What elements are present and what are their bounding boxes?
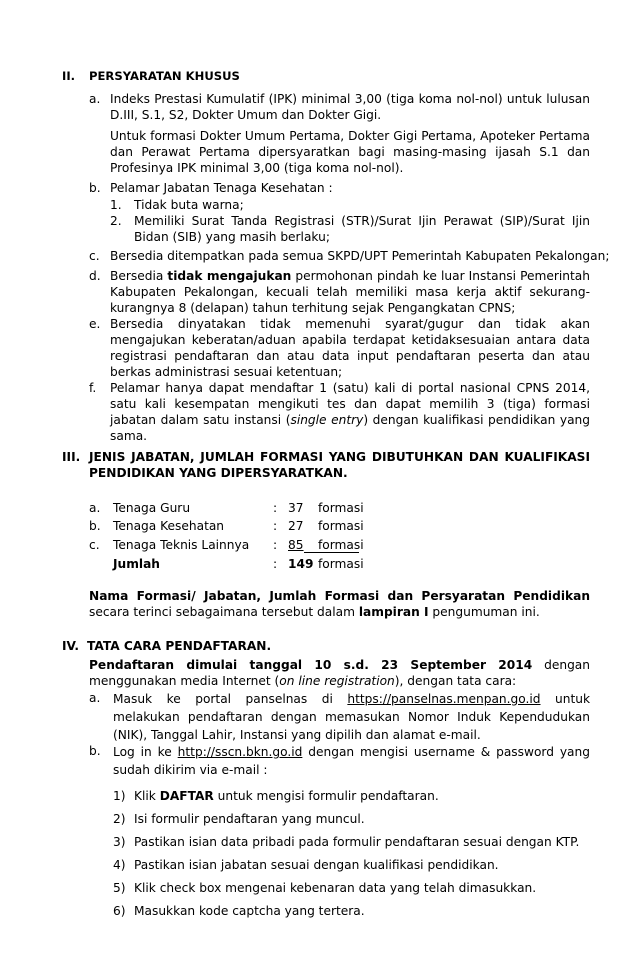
step-3-text: Pastikan isian data pribadi pada formulir pendaftaran sesuai dengan KTP. bbox=[134, 835, 580, 849]
row-a-unit: formasi bbox=[318, 501, 364, 515]
row-c-label: Tenaga Teknis Lainnya bbox=[113, 538, 250, 552]
row-a-marker: a. bbox=[89, 501, 101, 515]
section-iv-title: TATA CARA PENDAFTARAN. bbox=[87, 639, 272, 653]
row-a-colon: : bbox=[273, 501, 278, 515]
item-b1-marker: 1. bbox=[110, 198, 122, 212]
iv-b-marker: b. bbox=[89, 744, 101, 758]
row-b-marker: b. bbox=[89, 519, 101, 533]
item-b2-text: Memiliki Surat Tanda Registrasi (STR)/Surat Ijin Perawat (SIP)/Surat Ijin Bidan (SIB) yang masih berlaku; bbox=[134, 214, 590, 244]
row-c-unit: formasi bbox=[318, 538, 364, 552]
section-ii-number: II. bbox=[62, 69, 76, 83]
step-2-marker: 2) bbox=[113, 812, 126, 826]
section-iv-intro: Pendaftaran dimulai tanggal 10 s.d. 23 September 2014 dengan menggunakan media Internet (on line registration), dengan tata cara: bbox=[89, 658, 590, 688]
iv-b-text: Log in ke http://sscn.bkn.go.id dengan mengisi username & password yang sudah dikirim via e-mail : bbox=[113, 745, 590, 777]
row-c-colon: : bbox=[273, 538, 278, 552]
item-a-note: Untuk formasi Dokter Umum Pertama, Dokter Gigi Pertama, Apoteker Pertama dan Perawat Pertama dipersyaratkan bagi masing-masing ijasah S.1 dan Profesinya IPK minimal 3,00 (tiga koma nol-nol). bbox=[110, 129, 590, 175]
step-4-text: Pastikan isian jabatan sesuai dengan kualifikasi pendidikan. bbox=[134, 858, 499, 872]
step-6-marker: 6) bbox=[113, 904, 126, 918]
step-4-marker: 4) bbox=[113, 858, 126, 872]
item-d-marker: d. bbox=[89, 269, 101, 283]
row-a-value: 37 bbox=[288, 501, 304, 515]
section-iii-note: Nama Formasi/ Jabatan, Jumlah Formasi dan Persyaratan Pendidikan secara terinci sebagaimana tersebut dalam lampiran I pengumuman ini. bbox=[89, 589, 590, 619]
section-iii-title: JENIS JABATAN, JUMLAH FORMASI YANG DIBUTUHKAN DAN KUALIFIKASI PENDIDIKAN YANG DIPERSYARATKAN. bbox=[89, 450, 590, 480]
section-iii-number: III. bbox=[62, 450, 81, 464]
item-b1-text: Tidak buta warna; bbox=[134, 198, 244, 212]
step-5-text: Klik check box mengenai kebenaran data yang telah dimasukkan. bbox=[134, 881, 537, 895]
iv-a-marker: a. bbox=[89, 691, 101, 705]
item-f-marker: f. bbox=[89, 381, 97, 395]
step-2-text: Isi formulir pendaftaran yang muncul. bbox=[134, 812, 365, 826]
item-b2-marker: 2. bbox=[110, 214, 122, 228]
step-1-marker: 1) bbox=[113, 789, 126, 803]
item-f-text: Pelamar hanya dapat mendaftar 1 (satu) kali di portal nasional CPNS 2014, satu kali kesempatan mengikuti tes dan dapat memilih 3 (tiga) formasi jabatan dalam satu instansi (single entry) dengan kualifikasi pendidikan yang sama. bbox=[110, 381, 590, 443]
sscn-link[interactable]: http://sscn.bkn.go.id bbox=[177, 745, 303, 759]
step-6-text: Masukkan kode captcha yang tertera. bbox=[134, 904, 365, 918]
section-iv-number: IV. bbox=[62, 639, 80, 653]
step-1-text: Klik DAFTAR untuk mengisi formulir pendaftaran. bbox=[134, 789, 439, 803]
item-c-marker: c. bbox=[89, 249, 100, 263]
item-a-marker: a. bbox=[89, 92, 101, 106]
row-b-label: Tenaga Kesehatan bbox=[113, 519, 225, 533]
panselnas-link[interactable]: https://panselnas.menpan.go.id bbox=[347, 692, 541, 706]
item-d-bold: tidak mengajukan bbox=[167, 269, 292, 283]
item-c-text: Bersedia ditempatkan pada semua SKPD/UPT Pemerintah Kabupaten Pekalongan; bbox=[110, 249, 610, 263]
row-c-marker: c. bbox=[89, 538, 100, 552]
item-a-text: Indeks Prestasi Kumulatif (IPK) minimal 3,00 (tiga koma nol-nol) untuk lulusan D.III, S.1, S2, Dokter Umum dan Dokter Gigi. bbox=[110, 92, 590, 122]
total-colon: : bbox=[273, 557, 278, 571]
total-unit: formasi bbox=[318, 557, 364, 571]
step-3-marker: 3) bbox=[113, 835, 126, 849]
item-e-text: Bersedia dinyatakan tidak memenuhi syarat/gugur dan tidak akan mengajukan keberatan/aduan apabila terdapat ketidaksesuaian antara data registrasi pendaftaran dan atau data input pendaftaran peserta dan atau berkas administrasi sesuai ketentuan; bbox=[110, 317, 590, 379]
row-c-value: 85 bbox=[288, 538, 304, 552]
step-5-marker: 5) bbox=[113, 881, 126, 895]
item-d-text: Bersedia tidak mengajukan permohonan pindah ke luar Instansi Pemerintah Kabupaten Pekalongan, kecuali telah memiliki masa kerja aktif sekurang-kurangnya 8 (delapan) tahun terhitung sejak Pengangkatan CPNS; bbox=[110, 269, 590, 315]
section-ii-title: PERSYARATAN KHUSUS bbox=[89, 69, 240, 83]
iv-a-text: Masuk ke portal panselnas di https://panselnas.menpan.go.id untuk melakukan pendaftaran dengan memasukan Nomor Induk Kependudukan (NIK), Tanggal Lahir, Instansi yang dipilih dan alamat e-mail. bbox=[113, 692, 591, 742]
item-b-marker: b. bbox=[89, 181, 101, 195]
total-label: Jumlah bbox=[113, 557, 160, 571]
row-b-unit: formasi bbox=[318, 519, 364, 533]
row-a-label: Tenaga Guru bbox=[113, 501, 191, 515]
row-b-value: 27 bbox=[288, 519, 304, 533]
item-e-marker: e. bbox=[89, 317, 101, 331]
total-value: 149 bbox=[288, 557, 314, 571]
item-f-italic: single entry bbox=[290, 413, 364, 427]
row-b-colon: : bbox=[273, 519, 278, 533]
item-b-text: Pelamar Jabatan Tenaga Kesehatan : bbox=[110, 181, 333, 195]
